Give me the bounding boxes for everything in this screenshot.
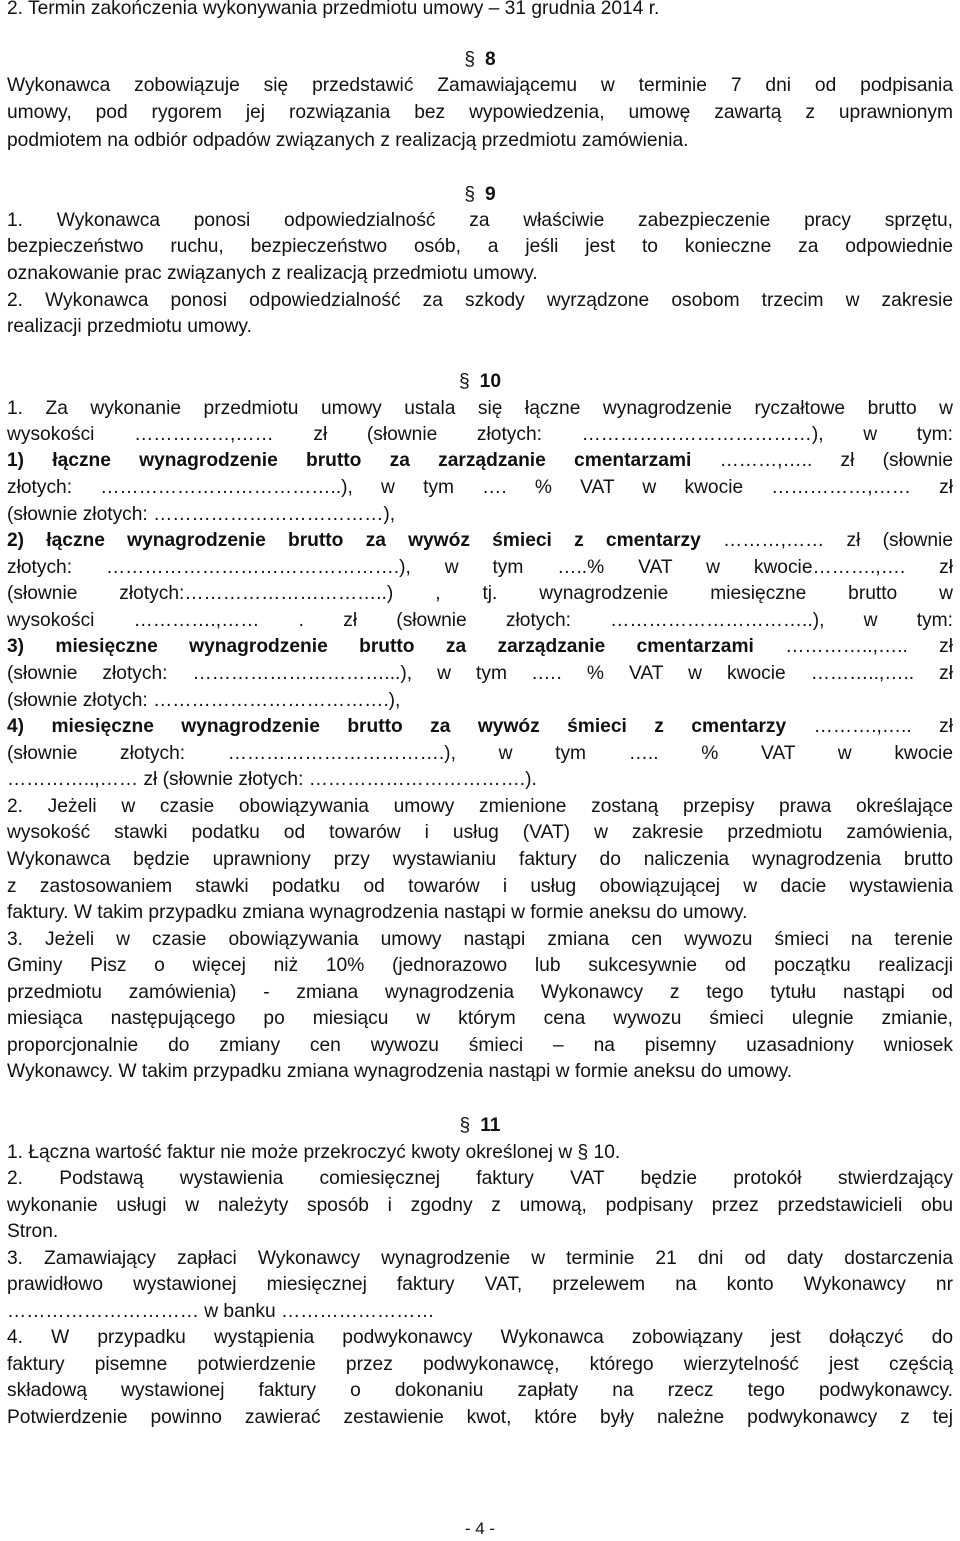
vat-change-line: 2. Jeżeli w czasie obowiązywania umowy zmienione zostaną przepisy prawa określające [7, 796, 953, 817]
section-number: 8 [485, 49, 496, 70]
remuneration-line: …………..,…… zł (słownie złotych: …………………………….). [7, 769, 537, 790]
price-change-line: Wykonawcy. W takim przypadku zmiana wynagrodzenia nastąpi w formie aneksu do umowy. [7, 1061, 793, 1082]
section-11-line: 1. Łączna wartość faktur nie może przekroczyć kwoty określonej w § 10. [7, 1142, 621, 1163]
section-11-line: 2. Podstawą wystawienia comiesięcznej faktury VAT będzie protokół stwierdzający [7, 1168, 953, 1189]
section-11-line: 4. W przypadku wystąpienia podwykonawcy Wykonawca zobowiązany jest dołączyć do [7, 1327, 953, 1348]
section-9-line: realizacji przedmiotu umowy. [7, 316, 252, 337]
section-9-heading [0, 182, 960, 209]
section-10-heading [0, 369, 960, 396]
section-11-line: Stron. [7, 1221, 59, 1242]
page-number: - 4 - [464, 1519, 496, 1538]
remuneration-line: wysokości ……………,…… zł (słownie złotych: ………………………………), w tym: [7, 424, 953, 445]
point-2-label: 2) łączne wynagrodzenie brutto za wywóz śmieci z cmentarzy [7, 530, 701, 551]
end-date-clause: 2. Termin zakończenia wykonywania przedmiotu umowy – 31 grudnia 2014 r. [7, 0, 660, 19]
remuneration-line: (słownie złotych:…………………………..) , tj. wynagrodzenie miesięczne brutto w [7, 583, 953, 604]
section-9-line: oznakowanie prac związanych z realizacją przedmiotu umowy. [7, 263, 538, 284]
section-number: 9 [485, 184, 496, 205]
remuneration-line: (słownie złotych: ……………………………….), [7, 690, 401, 711]
vat-change-line: Wykonawca będzie uprawniony przy wystawianiu faktury do naliczenia wynagrodzenia brutto [7, 849, 953, 870]
section-9-line: 2. Wykonawca ponosi odpowiedzialność za szkody wyrządzone osobom trzecim w zakresie [7, 290, 953, 311]
price-change-line: przedmiotu zamówienia) - zmiana wynagrodzenia Wykonawcy z tego tytułu nastąpi od [7, 982, 953, 1003]
section-8-heading [0, 47, 960, 74]
section-11-line: Potwierdzenie powinno zawierać zestawienie kwot, które były należne podwykonawcy z tej [7, 1407, 953, 1428]
point-4-amount: ……….,….. zł [813, 716, 953, 737]
price-change-line: Gminy Pisz o więcej niż 10% (jednorazowo lub sukcesywnie od początku realizacji [7, 955, 953, 976]
section-11-line: wykonanie usługi w należyty sposób i zgodny z umową, podpisany przez przedstawicieli obu [7, 1195, 953, 1216]
section-number: 11 [480, 1115, 501, 1136]
remuneration-point-2 [7, 528, 953, 555]
section-8-line: umowy, pod rygorem jej rozwiązania bez wypowiedzenia, umowę zawartą z uprawnionym [7, 102, 953, 123]
remuneration-line: 1. Za wykonanie przedmiotu umowy ustala się łączne wynagrodzenie ryczałtowe brutto w [7, 398, 953, 419]
remuneration-point-1 [7, 448, 953, 475]
paragraph-sign: § [464, 49, 475, 70]
section-11-line: 3. Zamawiający zapłaci Wykonawcy wynagrodzenie w terminie 21 dni od daty dostarczenia [7, 1248, 953, 1269]
section-11-line: składową wystawionej faktury o dokonaniu zapłaty na rzecz tego podwykonawcy. [7, 1380, 953, 1401]
section-9-line: bezpieczeństwo ruchu, bezpieczeństwo osób, a jeśli jest to konieczne za odpowiednie [7, 236, 953, 257]
section-9-line: 1. Wykonawca ponosi odpowiedzialność za właściwie zabezpieczenie pracy sprzętu, [7, 210, 953, 231]
section-8-line: podmiotem na odbiór odpadów związanych z realizacją przedmiotu zamówienia. [7, 130, 689, 151]
paragraph-sign: § [464, 184, 475, 205]
remuneration-point-3 [7, 634, 953, 661]
section-11-line: prawidłowo wystawionej miesięcznej faktury VAT, przelewem na konto Wykonawcy nr [7, 1274, 953, 1295]
price-change-line: proporcjonalnie do zmiany cen wywozu śmieci – na pisemny uzasadniony wniosek [7, 1035, 953, 1056]
point-1-amount: ………,….. zł (słownie [719, 450, 953, 471]
price-change-line: miesiąca następującego po miesiącu w którym cena wywozu śmieci ulegnie zmianie, [7, 1008, 953, 1029]
remuneration-point-4 [7, 714, 953, 741]
price-change-line: 3. Jeżeli w czasie obowiązywania umowy nastąpi zmiana cen wywozu śmieci na terenie [7, 929, 953, 950]
paragraph-sign: § [458, 371, 470, 392]
remuneration-line: (słownie złotych: …………………………….), w tym ….. % VAT w kwocie [7, 743, 953, 764]
section-11-heading [0, 1113, 960, 1140]
section-8-line: Wykonawca zobowiązuje się przedstawić Zamawiającemu w terminie 7 dni od podpisania [7, 75, 953, 96]
remuneration-line: złotych: ……………………………………….), w tym …..% VAT w kwocie……….,…. zł [7, 557, 953, 578]
point-3-label: 3) miesięczne wynagrodzenie brutto za zarządzanie cmentarzami [7, 636, 754, 657]
vat-change-line: z zastosowaniem stawki podatku od towarów i usług obowiązującej w dacie wystawienia [7, 876, 953, 897]
point-1-label: 1) łączne wynagrodzenie brutto za zarządzanie cmentarzami [7, 450, 692, 471]
point-2-amount: ………,…… zł (słownie [723, 530, 953, 551]
paragraph-sign: § [459, 1115, 471, 1136]
section-11-line: ………………………… w banku …………………… [7, 1301, 435, 1322]
remuneration-line: wysokości ………….,…… . zł (słownie złotych: …………………………..), w tym: [7, 610, 953, 631]
section-number: 10 [479, 371, 501, 392]
vat-change-line: wysokość stawki podatku od towarów i usług (VAT) w zakresie przedmiotu zamówienia, [7, 822, 953, 843]
section-11-line: faktury pisemne potwierdzenie przez podwykonawcę, którego wierzytelność jest częścią [7, 1354, 953, 1375]
remuneration-line: (słownie złotych: ………………………………), [7, 504, 396, 525]
point-3-amount: …………..,….. zł [785, 636, 954, 657]
point-4-label: 4) miesięczne wynagrodzenie brutto za wywóz śmieci z cmentarzy [7, 716, 787, 737]
vat-change-line: faktury. W takim przypadku zmiana wynagrodzenia nastąpi w formie aneksu do umowy. [7, 902, 748, 923]
remuneration-line: (słownie złotych: …………………………...), w tym .…. % VAT w kwocie ………..,….. zł [7, 663, 953, 684]
remuneration-line: złotych: ………………………………..), w tym …. % VAT w kwocie ……………,…… zł [7, 477, 953, 498]
